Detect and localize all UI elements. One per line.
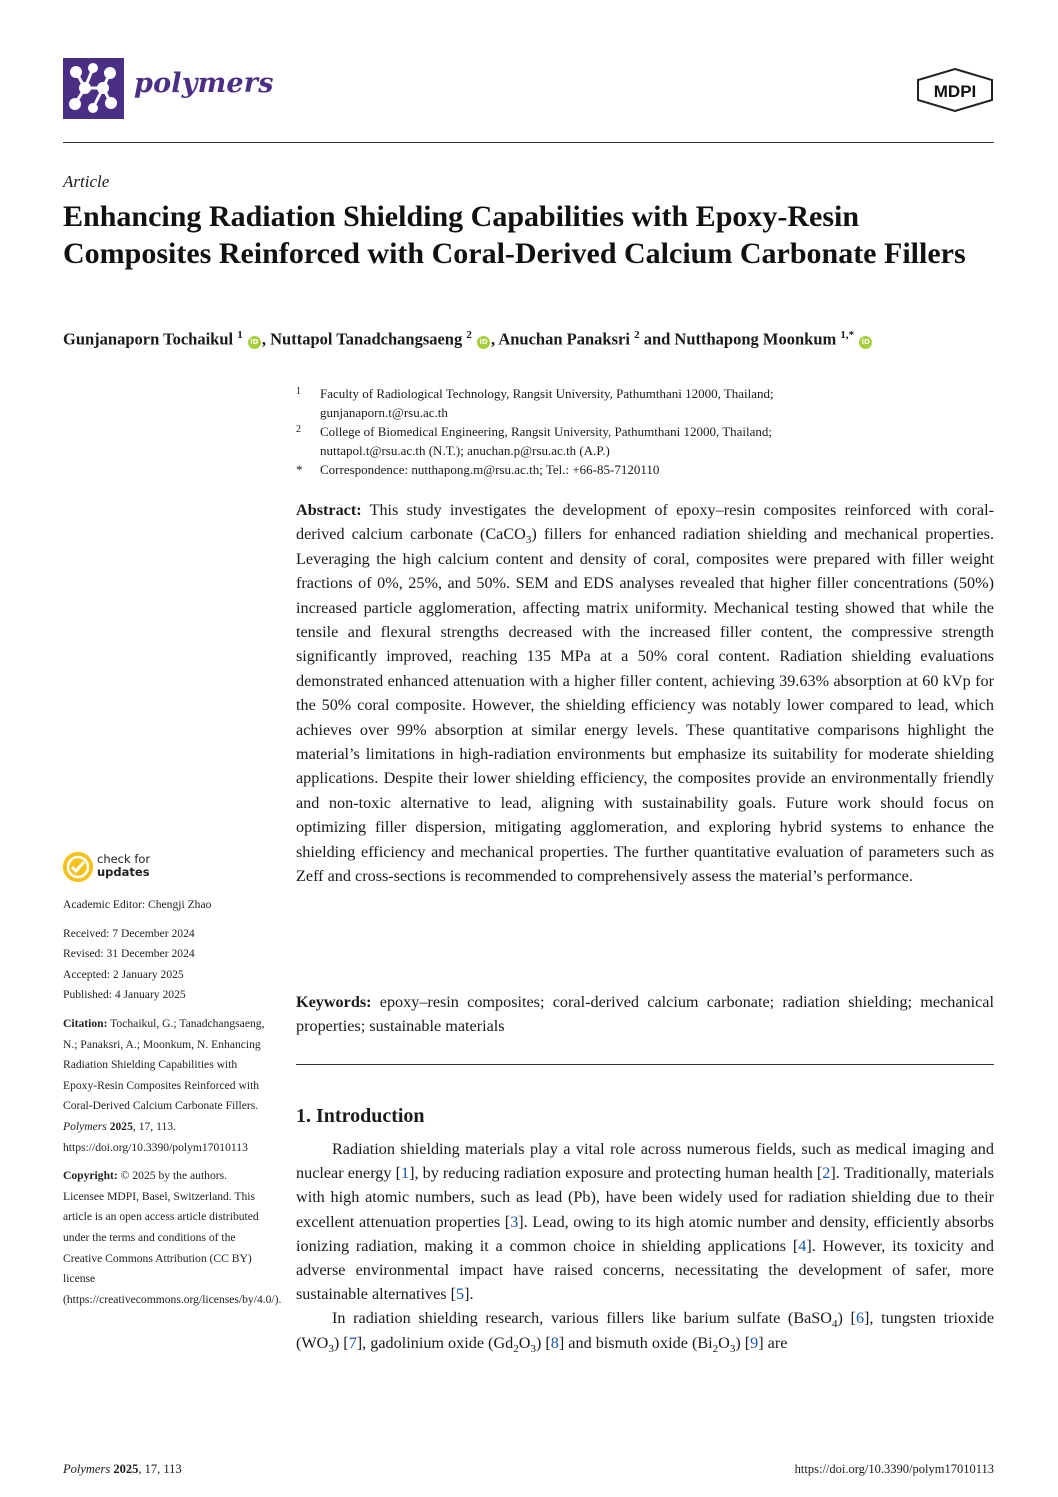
mdpi-logo-text: MDPI (933, 82, 977, 101)
author-affiliation-marker: 1,* (840, 329, 855, 341)
author-affiliation-marker: 2 (634, 329, 640, 341)
affiliations (296, 384, 996, 479)
affiliation-item (296, 384, 996, 422)
abstract (296, 498, 994, 889)
correspondence (296, 460, 996, 479)
check-updates-line: check for (97, 852, 151, 866)
author-affiliation-marker: 1 (237, 329, 243, 341)
citation-tail[interactable]: , 17, 113. https://doi.org/10.3390/polym17010113 (63, 1119, 248, 1154)
check-updates-line: updates (97, 865, 150, 879)
affiliation-marker: 2 (296, 424, 301, 435)
reference-link[interactable]: 1 (400, 1164, 410, 1183)
article-info-sidebar (63, 895, 282, 1318)
abstract-text: This study investigates the development of epoxy–resin composites reinforced with coral-derived calcium carbonate (CaCO (296, 501, 994, 544)
accepted-date: Accepted: 2 January 2025 (63, 967, 184, 981)
orcid-icon[interactable]: iD (248, 336, 261, 349)
subscript: 3 (525, 534, 532, 547)
affiliation-email: nuttapol.t@rsu.ac.th (N.T.); anuchan.p@rsu.ac.th (A.P.) (320, 443, 610, 458)
author-name: Anuchan Panaksri (498, 329, 630, 349)
keywords (296, 990, 994, 1039)
copyright-text: © 2025 by the authors. Licensee MDPI, Basel, Switzerland. This article is an open access article distributed under the terms and conditions of the Creative Commons Attribution (CC BY) license (https://creativecommons.org/licenses/by/4.0/). (63, 1169, 282, 1306)
received-date: Received: 7 December 2024 (63, 926, 195, 940)
citation-label: Citation: (63, 1016, 108, 1030)
section-divider (296, 1064, 994, 1065)
paragraph: In radiation shielding research, various fillers like barium sulfate (BaSO$_4$) [6], tungsten trioxide $(WO_3)$ [7], gadolinium oxide $(Gd_2O_3)$ [8] and bismuth oxide $(Bi_2O_3)$ [9] are (296, 1309, 995, 1355)
citation-year: 2025 (109, 1119, 133, 1133)
keywords-label: Keywords: (296, 993, 372, 1011)
affiliation-text: Faculty of Radiological Technology, Rangsit University, Pathumthani 12000, Thailand; (320, 386, 774, 401)
copyright (63, 1166, 282, 1310)
header-divider (63, 142, 994, 143)
reference-link[interactable]: 6 (855, 1309, 865, 1328)
author-list: Gunjanaporn Tochaikul $^1$ iD , Nuttapol Tanadchangsaeng $^2$ iD , Anuchan Panaksri $^2$ and Nutthapong Moonkum $^{1,*}$ iD (63, 329, 873, 350)
abstract-label: Abstract: (296, 501, 362, 519)
author-name: Gunjanaporn Tochaikul (63, 329, 234, 349)
article-title: Enhancing Radiation Shielding Capabilities with Epoxy-Resin Composites Reinforced with Coral-Derived Calcium Carbonate Fillers (63, 200, 966, 270)
abstract-text: ) fillers for enhanced radiation shielding and mechanical properties. Leveraging the high calcium content and density of coral, composites were prepared with filler weight fractions of 0%, 25%, and 50%. SEM and EDS analyses revealed that higher filler concentrations (50%) increased particle agglomeration, affecting matrix uniformity. Mechanical testing showed that while the tensile and flexural strengths decreased with the increased filler content, the compressive strength significantly improved, reaching 135 MPa at a 50% coral content. Radiation shielding evaluations demonstrated enhanced attenuation with a higher filler content, achieving 39.63% absorption at 60 kVp for the 50% coral composite. However, the shielding efficiency was notably lower compared to lead, which achieves over 99% absorption at similar energy levels. These quantitative comparisons highlight the material’s limitations in high-radiation environments but emphasize its suitability for moderate shielding applications. Despite their lower shielding efficiency, the composites provide an environmentally friendly and non-toxic alternative to lead, aligning with sustainability goals. Future work should focus on optimizing filler dispersion, mitigating agglomeration, and exploring hybrid systems to enhance the shielding efficiency and mechanical properties. The further quantitative evaluation of parameters such as Zeff and cross-sections is recommended to comprehensively assess the material’s performance. (296, 525, 994, 886)
reference-link[interactable]: 8 (550, 1333, 559, 1352)
author-name: Nutthapong Moonkum (674, 329, 837, 349)
reference-link[interactable]: 5 (456, 1285, 465, 1304)
revised-date: Revised: 31 December 2024 (63, 947, 195, 961)
affiliation-marker: 1 (296, 386, 301, 397)
footer-citation (63, 1462, 182, 1477)
affiliation-text: College of Biomedical Engineering, Rangsit University, Pathumthani 12000, Thailand; (320, 424, 773, 439)
introduction-body (296, 1137, 994, 1355)
paragraph: Radiation shielding materials play a vital role across numerous fields, such as medical imaging and nuclear energy [1], by reducing radiation exposure and protecting human health [2]. Traditionally, materials with high atomic numbers, such as lead (Pb), have been widely used for radiation shielding due to their excellent attenuation properties [3]. Lead, owing to its high atomic number and density, efficiently absorbs ionizing radiation, making it a common choice in shielding applications [4]. However, its toxicity and adverse environmental impact have raised concerns, necessitating the development of safer, more sustainable alternatives [5]. (296, 1140, 994, 1304)
footer-doi-link[interactable]: https://doi.org/10.3390/polym17010113 (794, 1462, 994, 1476)
check-for-updates-icon[interactable] (63, 852, 93, 882)
academic-editor: Academic Editor: Chengji Zhao (63, 898, 212, 911)
correspondence-text: Correspondence: nutthapong.m@rsu.ac.th; Tel.: +66-85-7120110 (320, 462, 660, 477)
citation-journal: Polymers (63, 1119, 107, 1133)
author-affiliation-marker: 2 (466, 329, 472, 341)
copyright-label: Copyright: (63, 1169, 118, 1183)
author-name: Nuttapol Tanadchangsaeng (270, 329, 463, 349)
published-date: Published: 4 January 2025 (63, 988, 186, 1002)
publication-dates (63, 924, 268, 1006)
section-heading: 1. Introduction (296, 1105, 425, 1127)
keywords-text: epoxy–resin composites; coral-derived calcium carbonate; radiation shielding; mechanical properties; sustainable materials (296, 993, 994, 1036)
citation (63, 1014, 268, 1158)
footer-journal: Polymers (63, 1462, 111, 1476)
correspondence-marker: * (296, 462, 303, 477)
footer-volume: , 17, 113 (138, 1462, 182, 1476)
reference-link[interactable]: 3 (510, 1212, 519, 1231)
article-type: Article (63, 172, 110, 191)
reference-link[interactable]: 9 (750, 1333, 759, 1352)
mdpi-logo (916, 68, 994, 112)
citation-text: Tochaikul, G.; Tanadchangsaeng, N.; Panaksri, A.; Moonkum, N. Enhancing Radiation Shielding Capabilities with Epoxy-Resin Composites Reinforced with Coral-Derived Calcium Carbonate Fillers. (63, 1016, 265, 1113)
affiliation-item (296, 422, 996, 460)
polymers-logo-icon (63, 58, 124, 119)
reference-link[interactable]: 4 (798, 1236, 807, 1255)
journal-name: polymers (134, 68, 274, 99)
affiliation-email: gunjanaporn.t@rsu.ac.th (320, 405, 448, 420)
check-for-updates-button[interactable] (97, 853, 150, 879)
footer-year: 2025 (113, 1462, 139, 1476)
reference-link[interactable]: 2 (822, 1164, 831, 1183)
orcid-icon[interactable]: iD (477, 336, 490, 349)
orcid-icon[interactable]: iD (859, 336, 872, 349)
reference-link[interactable]: 7 (348, 1333, 357, 1352)
